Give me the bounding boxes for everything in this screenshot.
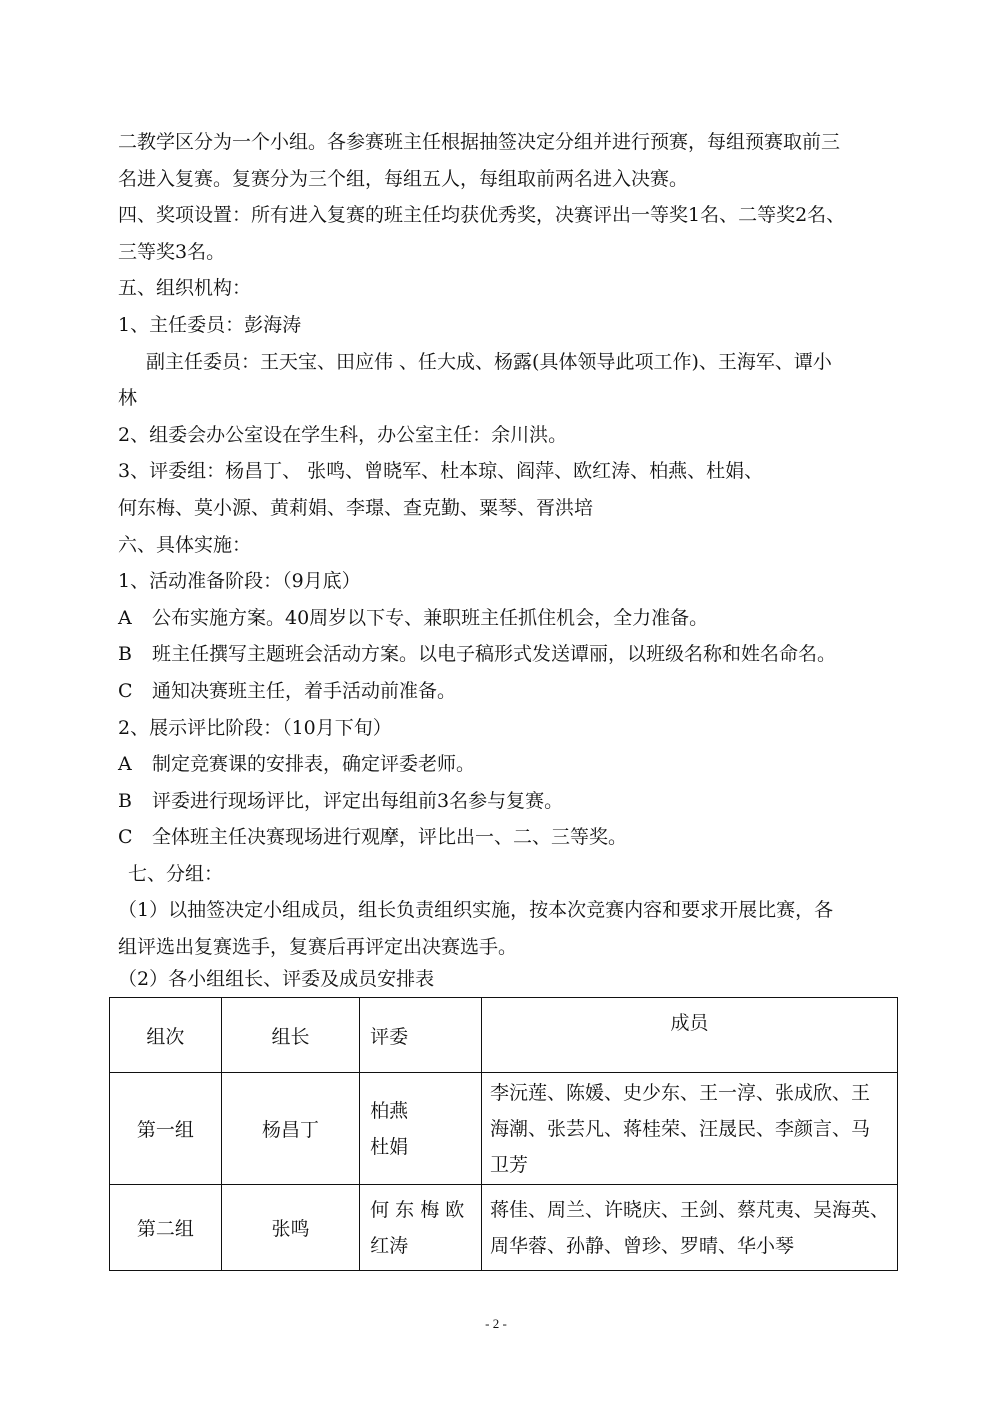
page-number: - 2 - [485, 1316, 507, 1331]
list-item [118, 600, 898, 637]
member-line: 周华蓉、孙静、曾珍、罗晴、华小琴 [489, 1234, 794, 1257]
group-name: 第一组 [110, 1073, 222, 1185]
item-letter: C [118, 826, 133, 849]
item-text: 班主任撰写主题班会活动方案。以电子稿形式发送谭丽，以班级名称和姓名命名。 [152, 643, 837, 666]
paragraph: 何东梅、莫小源、黄莉娟、李璟、查克勤、粟琴、胥洪培 [118, 496, 594, 519]
item-letter: B [118, 643, 132, 666]
phase-heading: 1、活动准备阶段：（9月底） [118, 570, 361, 593]
item-text: 公布实施方案。40周岁以下专、兼职班主任抓住机会，全力准备。 [152, 606, 709, 629]
table-caption: （2）各小组组长、评委及成员安排表 [118, 967, 435, 990]
list-item [118, 819, 898, 856]
document-body [118, 124, 898, 992]
paragraph: 二教学区分为一个小组。各参赛班主任根据抽签决定分组并进行预赛，每组预赛取前三 [118, 131, 841, 153]
list-item [118, 673, 898, 710]
header-leader: 组长 [221, 998, 359, 1073]
member-line: 卫芳 [489, 1153, 528, 1176]
group-members [481, 1073, 897, 1185]
group-leader: 杨昌丁 [221, 1073, 359, 1185]
table-row [110, 1073, 898, 1185]
judge-line: 何 东 梅 欧 [370, 1198, 465, 1221]
group-assignment-table [109, 997, 898, 1271]
paragraph: （1）以抽签决定小组成员，组长负责组织实施，按本次竞赛内容和要求开展比赛，各 [118, 899, 834, 922]
section-heading-implementation: 六、具体实施： [118, 533, 252, 556]
member-line: 海潮、张芸凡、蒋桂荣、汪晟民、李颜言、马 [489, 1117, 870, 1140]
section-heading-awards: 四、奖项设置：所有进入复赛的班主任均获优秀奖，决赛评出一等奖1名、二等奖2名、 [118, 204, 846, 227]
section-heading-organization: 五、组织机构： [118, 277, 252, 300]
judge-line: 红涛 [370, 1234, 409, 1257]
paragraph: 副主任委员：王天宝、田应伟 、任大成、杨露(具体领导此项工作)、王海军、谭小 [146, 350, 832, 373]
list-item [118, 746, 898, 783]
item-letter: B [118, 789, 132, 812]
group-leader: 张鸣 [221, 1185, 359, 1271]
group-members [481, 1185, 897, 1271]
member-line: 李沅莲、陈媛、史少东、王一淳、张成欣、王 [489, 1081, 870, 1104]
item-letter: A [118, 606, 132, 629]
paragraph: 林 [118, 387, 138, 410]
paragraph: 三等奖3名。 [118, 240, 226, 263]
item-letter: A [118, 753, 132, 776]
member-line: 蒋佳、周兰、许晓庆、王剑、蔡芃夷、吴海英、 [489, 1198, 889, 1221]
list-item [118, 783, 898, 820]
judge-line: 杜娟 [370, 1135, 409, 1158]
header-judges: 评委 [360, 998, 482, 1073]
group-judges [360, 1073, 482, 1185]
group-judges [360, 1185, 482, 1271]
group-name: 第二组 [110, 1185, 222, 1271]
header-members: 成员 [481, 998, 897, 1073]
list-item [118, 636, 898, 673]
item-text: 通知决赛班主任，着手活动前准备。 [152, 679, 457, 702]
item-text: 全体班主任决赛现场进行观摩，评比出一、二、三等奖。 [152, 826, 628, 849]
paragraph: 1、主任委员：彭海涛 [118, 313, 302, 336]
item-text: 制定竞赛课的安排表，确定评委老师。 [152, 753, 476, 776]
table-row [110, 1185, 898, 1271]
item-letter: C [118, 679, 133, 702]
header-group: 组次 [110, 998, 222, 1073]
table-header-row [110, 998, 898, 1073]
section-heading-grouping: 七、分组： [128, 862, 224, 885]
judge-line: 柏燕 [370, 1099, 409, 1122]
paragraph: 名进入复赛。复赛分为三个组，每组五人，每组取前两名进入决赛。 [118, 167, 689, 190]
paragraph: 2、组委会办公室设在学生科，办公室主任：余川洪。 [118, 423, 568, 446]
paragraph: 3、评委组：杨昌丁、 张鸣、曾晓军、杜本琼、阎萍、欧红涛、柏燕、杜娟、 [118, 460, 764, 483]
paragraph: 组评选出复赛选手，复赛后再评定出决赛选手。 [118, 936, 518, 959]
item-text: 评委进行现场评比，评定出每组前3名参与复赛。 [152, 789, 564, 812]
phase-heading: 2、展示评比阶段：（10月下旬） [118, 716, 392, 739]
